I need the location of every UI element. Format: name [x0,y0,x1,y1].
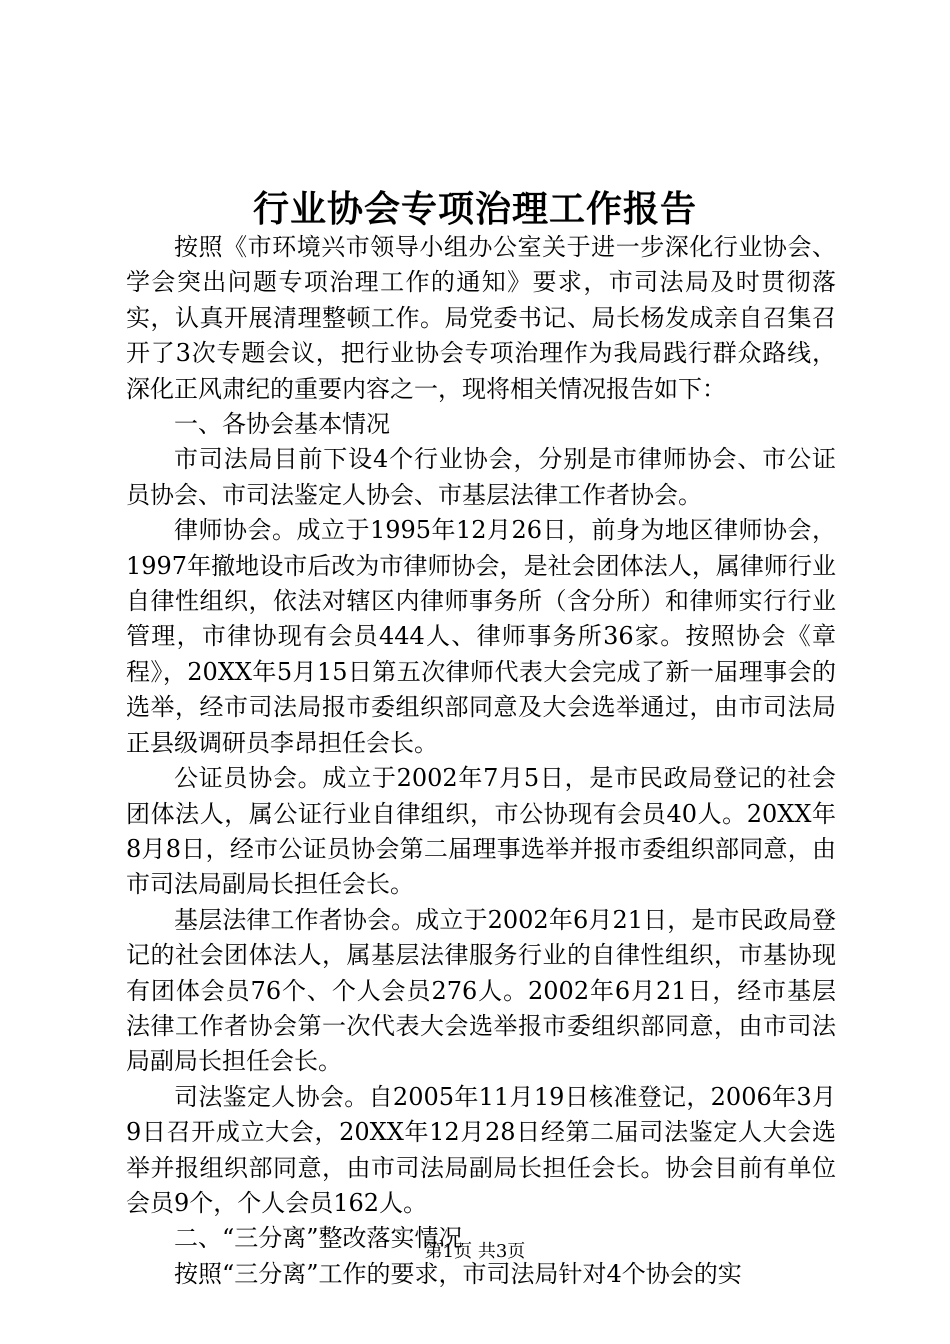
paragraph-three-separations: 按照“三分离”工作的要求，市司法局针对4个协会的实 [174,1259,742,1288]
paragraph-overview: 市司法局目前下设4个行业协会，分别是市律师协会、市公证员协会、市司法鉴定人协会、市基层法律工作者协会。 [126,445,836,509]
paragraph-grassroots-association: 基层法律工作者协会。成立于2002年6月21日，是市民政局登记的社会团体法人，属基层法律服务行业的自律性组织，市基协现有团体会员76个、个人会员276人。2002年6月21日，经市基层法律工作者协会第一次代表大会选举报市委组织部同意，由市司法局副局长担任会长。 [126,905,836,1076]
page-footer: 第1页 共3页 [424,1241,526,1262]
paragraph-lawyers-association: 律师协会。成立于1995年12月26日，前身为地区律师协会，1997年撤地设市后改为市律师协会，是社会团体法人，属律师行业自律性组织，依法对辖区内律师事务所（含分所）和律师实行行业管理，市律协现有会员444人、律师事务所36家。按照协会《章程》，20XX年5月15日第五次律师代表大会完成了新一届理事会的选举，经市司法局报市委组织部同意及大会选举通过，由市司法局正县级调研员李昂担任会长。 [126,516,836,757]
paragraph-forensic-association: 司法鉴定人协会。自2005年11月19日核准登记，2006年3月9日召开成立大会，20XX年12月28日经第二届司法鉴定人大会选举并报组织部同意，由市司法局副局长担任会长。协会目前有单位会员9个，个人会员162人。 [126,1082,836,1217]
document-title: 行业协会专项治理工作报告 [252,188,697,230]
section-heading-1: 一、各协会基本情况 [174,410,390,439]
document-body [126,230,836,1292]
paragraph-notary-association: 公证员协会。成立于2002年7月5日，是市民政局登记的社会团体法人，属公证行业自律组织，市公协现有会员40人。20XX年8月8日，经市公证员协会第二届理事选举并报市委组织部同意，由市司法局副局长担任会长。 [126,764,836,899]
section-heading-2: 二、“三分离”整改落实情况 [174,1224,463,1253]
paragraph-intro: 按照《市环境兴市领导小组办公室关于进一步深化行业协会、学会突出问题专项治理工作的通知》要求，市司法局及时贯彻落实，认真开展清理整顿工作。局党委书记、局长杨发成亲自召集召开了3次专题会议，把行业协会专项治理作为我局践行群众路线，深化正风肃纪的重要内容之一，现将相关情况报告如下： [126,233,836,403]
